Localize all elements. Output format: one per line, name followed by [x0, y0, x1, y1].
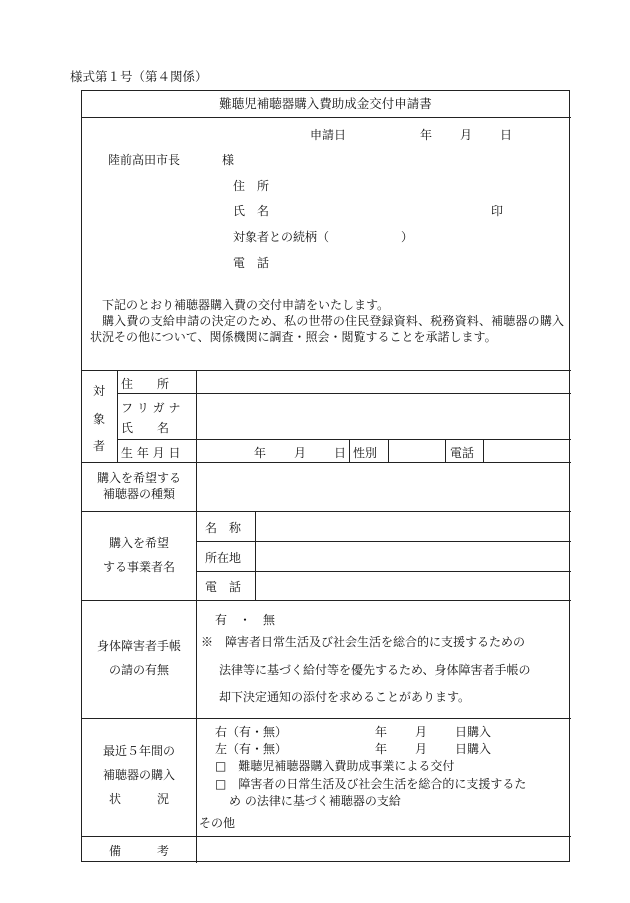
device-type-label — [82, 462, 196, 511]
form-title: 難聴児補聴器購入費助成金交付申請書 — [219, 96, 432, 111]
device-type-line-1: 購入を希望する — [96, 471, 181, 485]
disability-note-1: ※ 障害者日常生活及び社会生活を総合的に支援するための — [201, 635, 526, 649]
birth-year: 年 — [254, 446, 267, 460]
device-type-line-2: 補聴器の種類 — [102, 487, 175, 501]
subject-label-char-1: 対 — [93, 384, 106, 398]
date-day: 日 — [500, 128, 513, 142]
history-check-support-act: □ 障害者の日常生活及び社会生活を総合的に支援するた — [215, 777, 527, 791]
history-right-month: 月 — [415, 725, 428, 739]
birth-month: 月 — [294, 446, 307, 460]
history-right-day: 日購入 — [455, 725, 492, 739]
date-label: 申請日 — [310, 128, 347, 142]
history-line-1: 最近５年間の — [102, 744, 175, 758]
divider-subject-top — [82, 370, 571, 371]
addressee-sama: 様 — [222, 153, 235, 167]
date-year: 年 — [420, 128, 433, 142]
subject-address-label: 住 所 — [121, 377, 170, 391]
subject-phone-label: 電話 — [450, 446, 475, 460]
vendor-name-label: 名 称 — [205, 521, 242, 535]
history-line-2: 補聴器の購入 — [102, 768, 175, 782]
vendor-phone-label: 電 話 — [205, 580, 242, 594]
disability-note-3: 却下決定通知の添付を求めることがあります。 — [219, 690, 471, 704]
declaration — [90, 297, 564, 345]
declaration-line-1: 下記のとおり補聴器購入費の交付申請をいたします。 — [102, 298, 390, 312]
divider-disability-bottom — [82, 718, 571, 719]
v-gender-value — [388, 439, 389, 462]
history-check-subsidy: □ 難聴児補聴器購入費助成事業による交付 — [215, 759, 455, 773]
disability-options: 有 ・ 無 — [215, 613, 276, 627]
relation-label: 対象者との続柄（ ） — [233, 230, 414, 244]
history-left-day: 日購入 — [455, 742, 492, 756]
divider-device-bottom — [82, 511, 571, 512]
v-label-column — [196, 370, 197, 863]
form-number: 様式第１号（第４関係） — [70, 69, 208, 84]
vendor-line-2: する事業者名 — [102, 560, 175, 574]
title-divider — [82, 117, 571, 118]
vendor-line-1: 購入を希望 — [108, 536, 169, 550]
history-right-year: 年 — [375, 725, 388, 739]
history-label — [82, 739, 196, 811]
divider-vendor-bottom — [82, 600, 571, 601]
subject-birthdate-label: 生 年 月 日 — [121, 446, 181, 460]
divider-address — [117, 393, 571, 394]
applicant-name-label: 氏 名 — [233, 204, 270, 218]
application-form — [81, 90, 570, 862]
date-month: 月 — [460, 128, 473, 142]
v-subject-label — [117, 370, 118, 462]
disability-line-2: の請の有無 — [108, 663, 169, 677]
subject-label-char-3: 者 — [93, 439, 106, 453]
subject-label-char-2: 象 — [93, 412, 106, 426]
history-other: その他 — [199, 816, 236, 830]
applicant-phone-label: 電 話 — [233, 256, 270, 270]
subject-name-label: 氏 名 — [121, 421, 170, 435]
addressee: 陸前高田市長 — [108, 153, 181, 167]
history-check-support-act-cont: め の法律に基づく補聴器の支給 — [229, 794, 401, 808]
v-birth-gender — [349, 439, 350, 462]
v-phone-label — [445, 439, 446, 462]
divider-vendor-name — [196, 541, 571, 542]
birth-day: 日 — [334, 446, 347, 460]
history-right-ear: 右（有・無） — [215, 725, 288, 739]
divider-history-bottom — [82, 836, 571, 837]
seal-mark: 印 — [491, 204, 504, 218]
declaration-line-2: 購入費の支給申請の決定のため、私の世帯の住民登録資料、税務資料、補聴器の購入状況その他について、関係機関に調査・照会・閲覧することを承諾します。 — [90, 314, 564, 344]
vendor-label — [82, 531, 196, 579]
vendor-location-label: 所在地 — [205, 551, 242, 565]
v-phone-value — [483, 439, 484, 462]
history-left-month: 月 — [415, 742, 428, 756]
disability-label — [82, 634, 196, 682]
gender-label: 性別 — [353, 446, 378, 460]
disability-line-1: 身体障害者手帳 — [96, 639, 181, 653]
divider-name — [117, 439, 571, 440]
history-line-3: 状 況 — [108, 792, 169, 806]
history-left-ear: 左（有・無） — [215, 742, 288, 756]
applicant-address-label: 住 所 — [233, 179, 270, 193]
history-left-year: 年 — [375, 742, 388, 756]
subject-furigana-label: フ リ ガ ナ — [121, 401, 181, 415]
disability-note-2: 法律等に基づく給付等を優先するため、身体障害者手帳の — [219, 663, 531, 677]
v-vendor-sublabel — [255, 511, 256, 600]
remarks-label: 備 考 — [108, 844, 169, 858]
divider-vendor-location — [196, 571, 571, 572]
